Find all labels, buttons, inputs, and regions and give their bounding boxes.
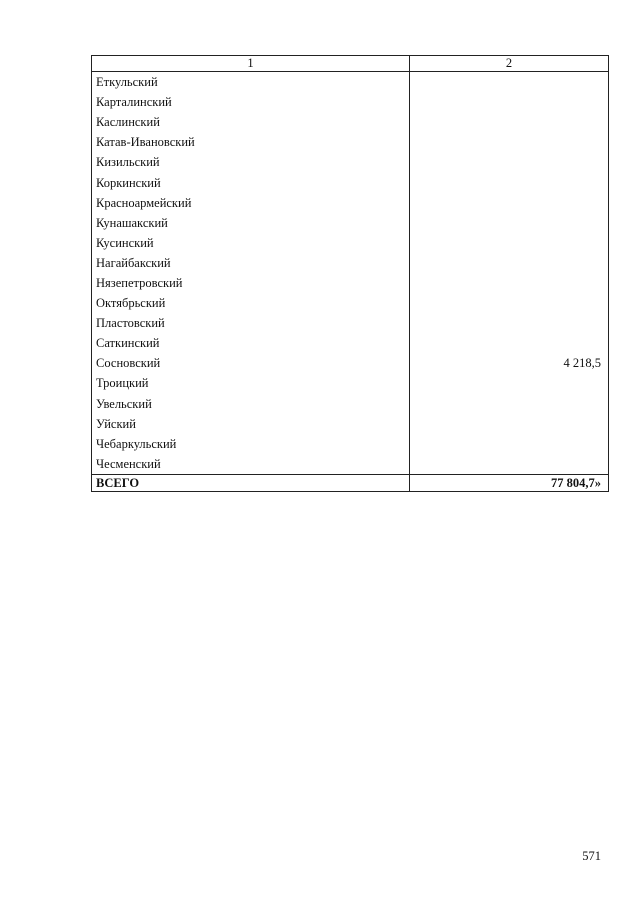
district-value xyxy=(410,112,609,132)
district-value xyxy=(410,172,609,192)
district-value xyxy=(410,313,609,333)
table-row xyxy=(92,373,609,393)
table-row xyxy=(92,273,609,293)
district-name: Саткинский xyxy=(92,333,410,353)
document-page xyxy=(91,55,608,492)
district-value xyxy=(410,373,609,393)
district-value xyxy=(410,152,609,172)
district-value xyxy=(410,293,609,313)
district-name: Увельский xyxy=(92,394,410,414)
table-row xyxy=(92,454,609,475)
table-row xyxy=(92,233,609,253)
district-value xyxy=(410,273,609,293)
district-value xyxy=(410,92,609,112)
table-row xyxy=(92,172,609,192)
district-name: Кусинский xyxy=(92,233,410,253)
district-name: Нязепетровский xyxy=(92,273,410,293)
district-name: Коркинский xyxy=(92,172,410,192)
district-name: Кизильский xyxy=(92,152,410,172)
table-row xyxy=(92,132,609,152)
district-value xyxy=(410,132,609,152)
table-row xyxy=(92,394,609,414)
table-row xyxy=(92,313,609,333)
page-number: 571 xyxy=(582,849,601,863)
district-value: 4 218,5 xyxy=(410,353,609,373)
district-value xyxy=(410,333,609,353)
district-name: Красноармейский xyxy=(92,193,410,213)
table-row xyxy=(92,152,609,172)
district-value xyxy=(410,72,609,93)
district-value xyxy=(410,213,609,233)
table-row xyxy=(92,92,609,112)
table-row xyxy=(92,253,609,273)
table-row xyxy=(92,72,609,93)
total-row xyxy=(92,474,609,491)
district-name: Пластовский xyxy=(92,313,410,333)
district-value xyxy=(410,434,609,454)
district-name: Катав-Ивановский xyxy=(92,132,410,152)
column-header-2: 2 xyxy=(410,56,609,72)
district-name: Чесменский xyxy=(92,454,410,475)
district-value xyxy=(410,253,609,273)
table-row xyxy=(92,112,609,132)
district-name: Сосновский xyxy=(92,353,410,373)
total-label: ВСЕГО xyxy=(92,474,410,491)
district-value xyxy=(410,414,609,434)
budget-table xyxy=(91,55,609,492)
district-name: Еткульский xyxy=(92,72,410,93)
district-value xyxy=(410,394,609,414)
district-name: Троицкий xyxy=(92,373,410,393)
district-name: Чебаркульский xyxy=(92,434,410,454)
total-value: 77 804,7» xyxy=(410,474,609,491)
table-body xyxy=(92,72,609,475)
district-name: Каслинский xyxy=(92,112,410,132)
table-row xyxy=(92,293,609,313)
district-value xyxy=(410,193,609,213)
district-value xyxy=(410,233,609,253)
district-value xyxy=(410,454,609,475)
table-row xyxy=(92,353,609,373)
district-name: Уйский xyxy=(92,414,410,434)
column-header-1: 1 xyxy=(92,56,410,72)
table-row xyxy=(92,333,609,353)
district-name: Кунашакский xyxy=(92,213,410,233)
table-header-row xyxy=(92,56,609,72)
district-name: Октябрьский xyxy=(92,293,410,313)
district-name: Карталинский xyxy=(92,92,410,112)
table-row xyxy=(92,213,609,233)
table-row xyxy=(92,414,609,434)
district-name: Нагайбакский xyxy=(92,253,410,273)
table-row xyxy=(92,434,609,454)
table-row xyxy=(92,193,609,213)
